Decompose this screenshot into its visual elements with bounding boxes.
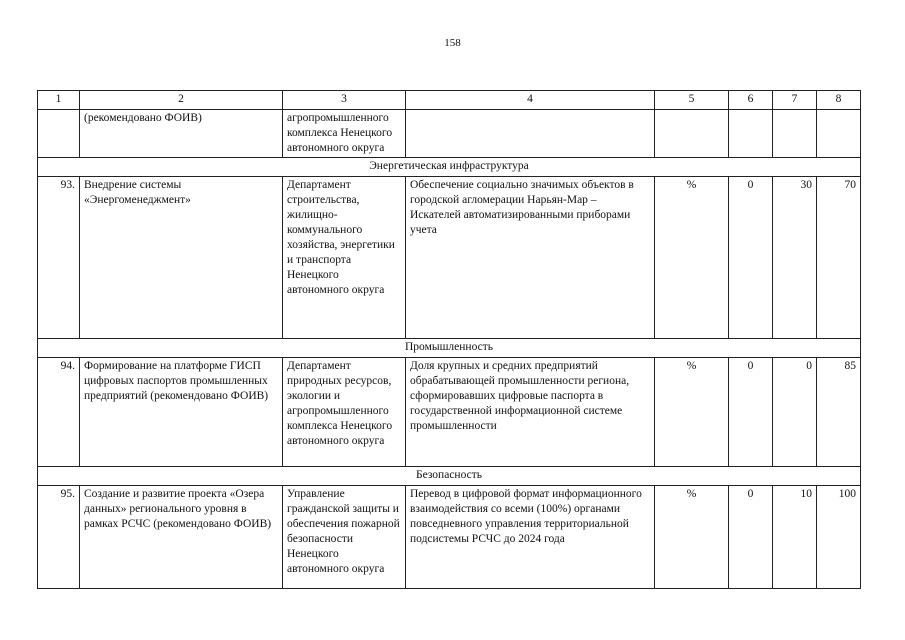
page-number: 158 <box>444 37 461 49</box>
header-cell-6: 6 <box>729 91 773 110</box>
unit: % <box>655 358 729 467</box>
value-col-7: 10 <box>773 486 817 589</box>
section-title: Энергетическая инфраструктура <box>38 158 861 177</box>
header-cell-5: 5 <box>655 91 729 110</box>
header-cell-1: 1 <box>38 91 80 110</box>
measure-name: Формирование на платформе ГИСП цифровых паспортов промышленных предприятий (рекомендовано ФОИВ) <box>80 358 283 467</box>
header-cell-3: 3 <box>283 91 406 110</box>
table-row <box>38 177 861 339</box>
responsible-body: Департамент природных ресурсов, экологии и агропромышленного комплекса Ненецкого автономного округа <box>283 358 406 467</box>
responsible-body: Департамент строительства, жилищно-коммунального хозяйства, энергетики и транспорта Ненецкого автономного округа <box>283 177 406 339</box>
section-title: Промышленность <box>38 339 861 358</box>
value-col-7: 30 <box>773 177 817 339</box>
section-title: Безопасность <box>38 467 861 486</box>
unit: % <box>655 177 729 339</box>
measure-name: Внедрение системы «Энергоменеджмент» <box>80 177 283 339</box>
value-col-7: 0 <box>773 358 817 467</box>
continuation-v6-cell <box>729 110 773 158</box>
row-number: 94. <box>38 358 80 467</box>
value-col-6: 0 <box>729 358 773 467</box>
continuation-unit-cell <box>655 110 729 158</box>
header-row <box>38 91 861 110</box>
section-row <box>38 158 861 177</box>
value-col-6: 0 <box>729 486 773 589</box>
table-row <box>38 486 861 589</box>
responsible-body: Управление гражданской защиты и обеспечения пожарной безопасности Ненецкого автономного округа <box>283 486 406 589</box>
header-cell-7: 7 <box>773 91 817 110</box>
continuation-no-cell <box>38 110 80 158</box>
unit: % <box>655 486 729 589</box>
table-row <box>38 358 861 467</box>
value-col-8: 70 <box>817 177 861 339</box>
measure-name: Создание и развитие проекта «Озера данных» регионального уровня в рамках РСЧС (рекомендовано ФОИВ) <box>80 486 283 589</box>
indicator: Перевод в цифровой формат информационного взаимодействия со всеми (100%) органами повседневного управления территориальной подсистемы РСЧС до 2024 года <box>406 486 655 589</box>
continuation-responsible-cell: агропромышленного комплекса Ненецкого автономного округа <box>283 110 406 158</box>
value-col-8: 85 <box>817 358 861 467</box>
indicator: Доля крупных и средних предприятий обрабатывающей промышленности региона, сформировавших цифровые паспорта в государственной информационной системе промышленности <box>406 358 655 467</box>
section-row <box>38 339 861 358</box>
row-number: 95. <box>38 486 80 589</box>
indicator: Обеспечение социально значимых объектов в городской агломерации Нарьян-Мар – Искателей автоматизированными приборами учета <box>406 177 655 339</box>
continuation-v7-cell <box>773 110 817 158</box>
section-row <box>38 467 861 486</box>
continuation-name-cell: (рекомендовано ФОИВ) <box>80 110 283 158</box>
value-col-6: 0 <box>729 177 773 339</box>
value-col-8: 100 <box>817 486 861 589</box>
row-number: 93. <box>38 177 80 339</box>
header-cell-8: 8 <box>817 91 861 110</box>
continuation-v8-cell <box>817 110 861 158</box>
header-cell-2: 2 <box>80 91 283 110</box>
continuation-indicator-cell <box>406 110 655 158</box>
header-cell-4: 4 <box>406 91 655 110</box>
program-table <box>37 90 861 589</box>
continuation-row <box>38 110 861 158</box>
